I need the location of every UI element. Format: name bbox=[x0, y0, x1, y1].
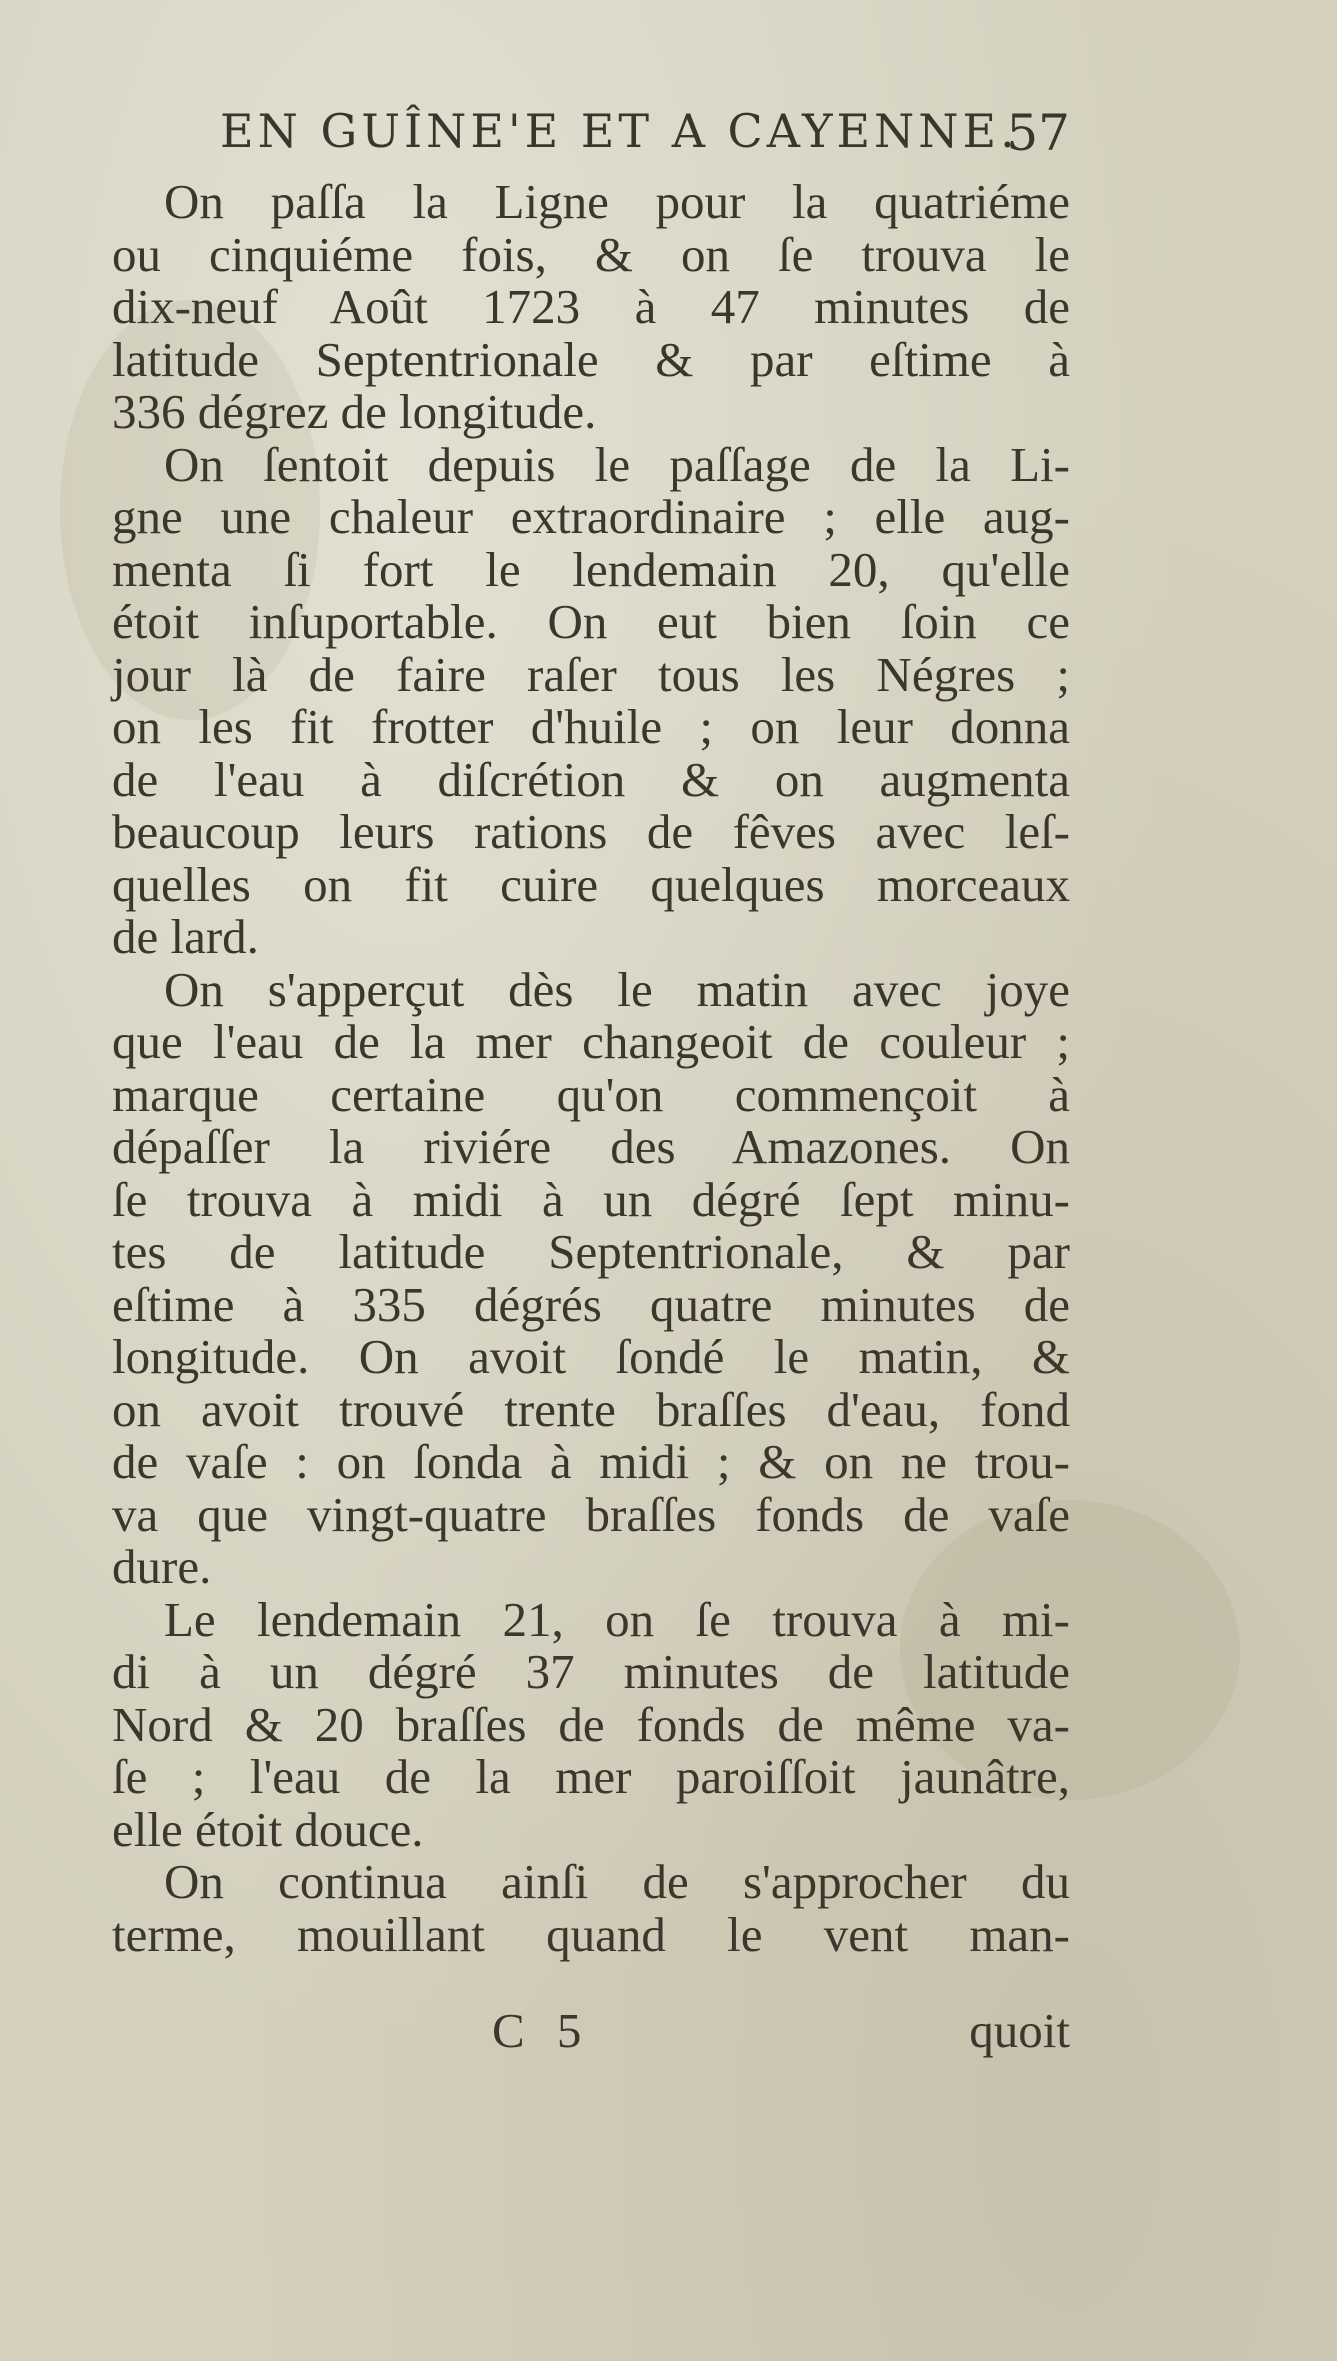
text-line: terme, mouillant quand le vent man- bbox=[112, 1906, 1070, 1962]
text-line: gne une chaleur extraordinaire ; elle aug- bbox=[112, 489, 1070, 544]
text-line: étoit inſuportable. On eut bien ſoin ce bbox=[112, 594, 1070, 649]
text-line: menta ſi fort le lendemain 20, qu'elle bbox=[112, 541, 1070, 597]
text-line: On continua ainſi de s'approcher du bbox=[164, 1854, 1070, 1909]
text-line: beaucoup leurs rations de fêves avec leſ- bbox=[112, 804, 1070, 859]
text-line: on avoit trouvé trente braſſes d'eau, fond bbox=[112, 1381, 1070, 1437]
text-line: ou cinquiéme fois, & on ſe trouva le bbox=[112, 226, 1070, 282]
catchword: quoit bbox=[969, 2003, 1070, 2058]
text-line: dix-neuf Août 1723 à 47 minutes de bbox=[112, 279, 1070, 334]
text-line: On paſſa la Ligne pour la quatriéme bbox=[164, 174, 1070, 229]
page-number: 57 bbox=[1006, 104, 1070, 162]
body-text bbox=[112, 176, 1070, 1961]
text-line: 336 dégrez de longitude. bbox=[112, 384, 597, 439]
text-line: eſtime à 335 dégrés quatre minutes de bbox=[112, 1276, 1070, 1332]
text-line: on les fit frotter d'huile ; on leur donna bbox=[112, 699, 1070, 754]
text-line: de lard. bbox=[112, 909, 259, 964]
text-line: ſe trouva à midi à un dégré ſept minu- bbox=[112, 1171, 1070, 1227]
running-title: EN GUÎNE'E ET A CAYENNE. bbox=[220, 104, 1019, 158]
text-line: de l'eau à diſcrétion & on augmenta bbox=[112, 751, 1070, 807]
text-line: que l'eau de la mer changeoit de couleur ; bbox=[112, 1014, 1070, 1069]
text-line: va que vingt-quatre braſſes fonds de vaſe bbox=[112, 1486, 1070, 1542]
text-line: quelles on fit cuire quelques morceaux bbox=[112, 856, 1070, 912]
text-line: dure. bbox=[112, 1539, 212, 1594]
text-line: jour là de faire raſer tous les Négres ; bbox=[112, 646, 1070, 702]
text-line: tes de latitude Septentrionale, & par bbox=[112, 1224, 1070, 1279]
text-line: elle étoit douce. bbox=[112, 1801, 424, 1857]
text-line: de vaſe : on ſonda à midi ; & on ne trou- bbox=[112, 1434, 1070, 1489]
page-header bbox=[220, 104, 1070, 174]
page-footer bbox=[112, 2002, 1070, 2062]
signature-mark: C 5 bbox=[492, 2003, 592, 2058]
text-line: dépaſſer la riviére des Amazones. On bbox=[112, 1119, 1070, 1174]
text-line: latitude Septentrionale & par eſtime à bbox=[112, 331, 1070, 387]
text-line: On s'apperçut dès le matin avec joye bbox=[164, 961, 1070, 1017]
text-line: Nord & 20 braſſes de fonds de même va- bbox=[112, 1696, 1070, 1752]
text-line: On ſentoit depuis le paſſage de la Li- bbox=[164, 436, 1070, 492]
text-line: ſe ; l'eau de la mer paroiſſoit jaunâtre, bbox=[112, 1749, 1070, 1804]
text-line: longitude. On avoit ſondé le matin, & bbox=[112, 1329, 1070, 1384]
text-line: Le lendemain 21, on ſe trouva à mi- bbox=[164, 1591, 1070, 1647]
text-line: marque certaine qu'on commençoit à bbox=[112, 1066, 1070, 1122]
text-line: di à un dégré 37 minutes de latitude bbox=[112, 1644, 1070, 1699]
